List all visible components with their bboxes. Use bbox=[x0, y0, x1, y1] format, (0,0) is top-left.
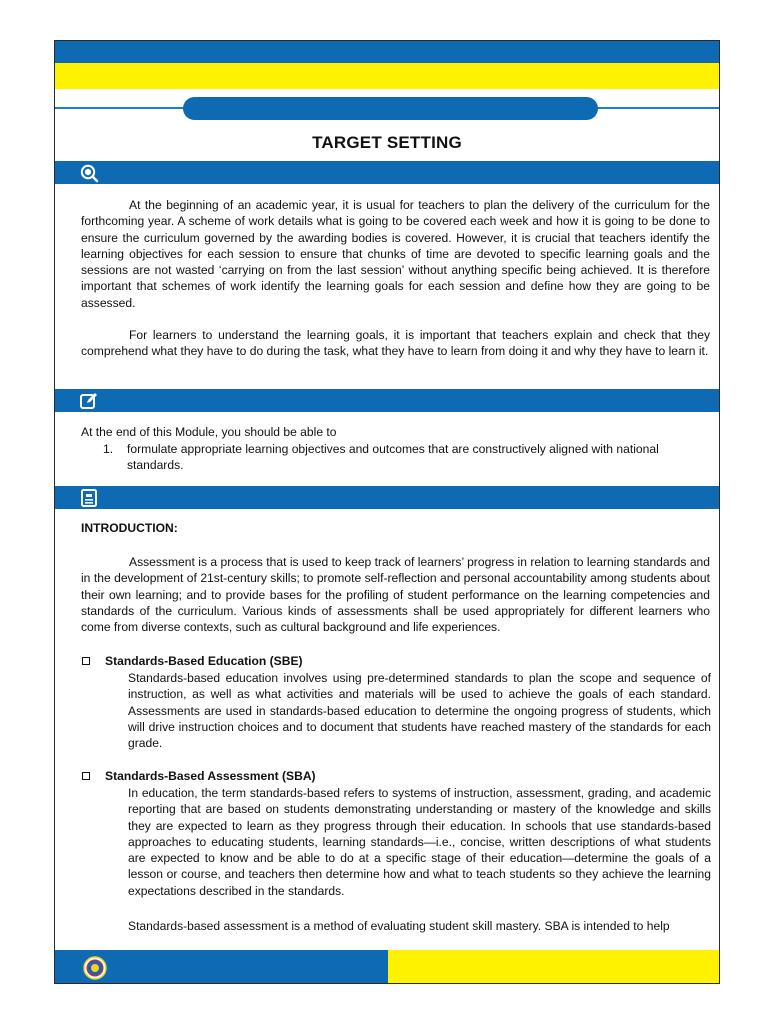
school-seal-logo bbox=[83, 956, 107, 980]
bullet-body-sbe: Standards-based education involves using pre-determined standards to plan the scope and sequence of instruction, as well as what activities and materials will be used to achieve the goals of each standard. Assessments are used in standards-based education to determine the ongoing progress of students, which will drive instruction choices and to document that students have reached mastery of the standards for each grade. bbox=[128, 671, 711, 751]
overview-paragraph-2: For learners to understand the learning goals, it is important that teachers explain and check that they comprehend what they have to do during the task, what they have to learn from doing it and why they have to learn it. bbox=[81, 328, 710, 359]
objective-number: 1. bbox=[103, 442, 114, 456]
bullet-title-text: Standards-Based Education (SBE) bbox=[105, 654, 303, 668]
bullet-title-sba bbox=[105, 769, 316, 783]
introduction-text bbox=[81, 554, 710, 635]
bullet-title-text: Standards-Based Assessment (SBA) bbox=[105, 769, 316, 783]
introduction-paragraph: Assessment is a process that is used to keep track of learners’ progress in relation to learning standards and in the development of 21st-century skills; to promote self-reflection and personal accountability among students about their own learning; and to provide bases for the profiling of student performance on the learning competencies and standards of the curriculum. Various kinds of assessments shall be used appropriately for different learners who come from diverse contexts, such as cultural background and life experiences. bbox=[81, 555, 710, 635]
page-title: TARGET SETTING bbox=[312, 133, 462, 152]
edit-icon bbox=[79, 391, 99, 411]
title-pill-decoration bbox=[183, 97, 598, 120]
objective-text: formulate appropriate learning objectives and outcomes that are constructively aligned with national standards. bbox=[127, 442, 659, 473]
bullet-body-sba: In education, the term standards-based refers to systems of instruction, assessment, grading, and academic reporting that are based on students demonstrating understanding or mastery of the knowledge and skills they are expected to learn as they progress through their education. In schools that use standards-based approaches to educating students, learning standards—i.e., concise, written descriptions of what students are expected to know and be able to do at a specific stage of their education—determine the goals of a lesson or course, and teachers then determine how and what to teach students so they achieve the learning expectations described in the standards. bbox=[128, 786, 711, 898]
bullet-title-sbe bbox=[105, 654, 303, 668]
overview-paragraph-1: At the beginning of an academic year, it is usual for teachers to plan the delivery of the curriculum for the forthcoming year. A scheme of work details what is going to be covered each week and how it is going to be done to ensure the curriculum governed by the awarding bodies is covered. However, it is crucial that teachers identify the learning objectives for each session to ensure that chunks of time are devoted to specific learning goals and the sessions are not wasted ‘carrying on from the last session’ without anything specific being achieved. It is therefore important that schemes of work identify the learning goals for each session and define how they are going to be assessed. bbox=[81, 198, 710, 310]
overview-section-bar bbox=[55, 161, 719, 184]
module-page bbox=[54, 40, 720, 984]
introduction-heading: INTRODUCTION: bbox=[81, 521, 178, 535]
document-icon bbox=[79, 488, 99, 508]
footer-yellow-band bbox=[388, 950, 720, 984]
search-icon bbox=[79, 163, 99, 183]
objectives-lead: At the end of this Module, you should be able to bbox=[81, 425, 337, 439]
bullet-body-sba-continued: Standards-based assessment is a method of evaluating student skill mastery. SBA is intended to help bbox=[128, 919, 670, 933]
header-yellow-band bbox=[55, 63, 719, 89]
overview-text bbox=[81, 197, 710, 360]
checkbox-bullet-icon bbox=[82, 772, 90, 780]
content-section-bar bbox=[55, 486, 719, 509]
header-blue-band bbox=[55, 41, 719, 63]
checkbox-bullet-icon bbox=[82, 657, 90, 665]
objectives-section-bar bbox=[55, 389, 719, 412]
